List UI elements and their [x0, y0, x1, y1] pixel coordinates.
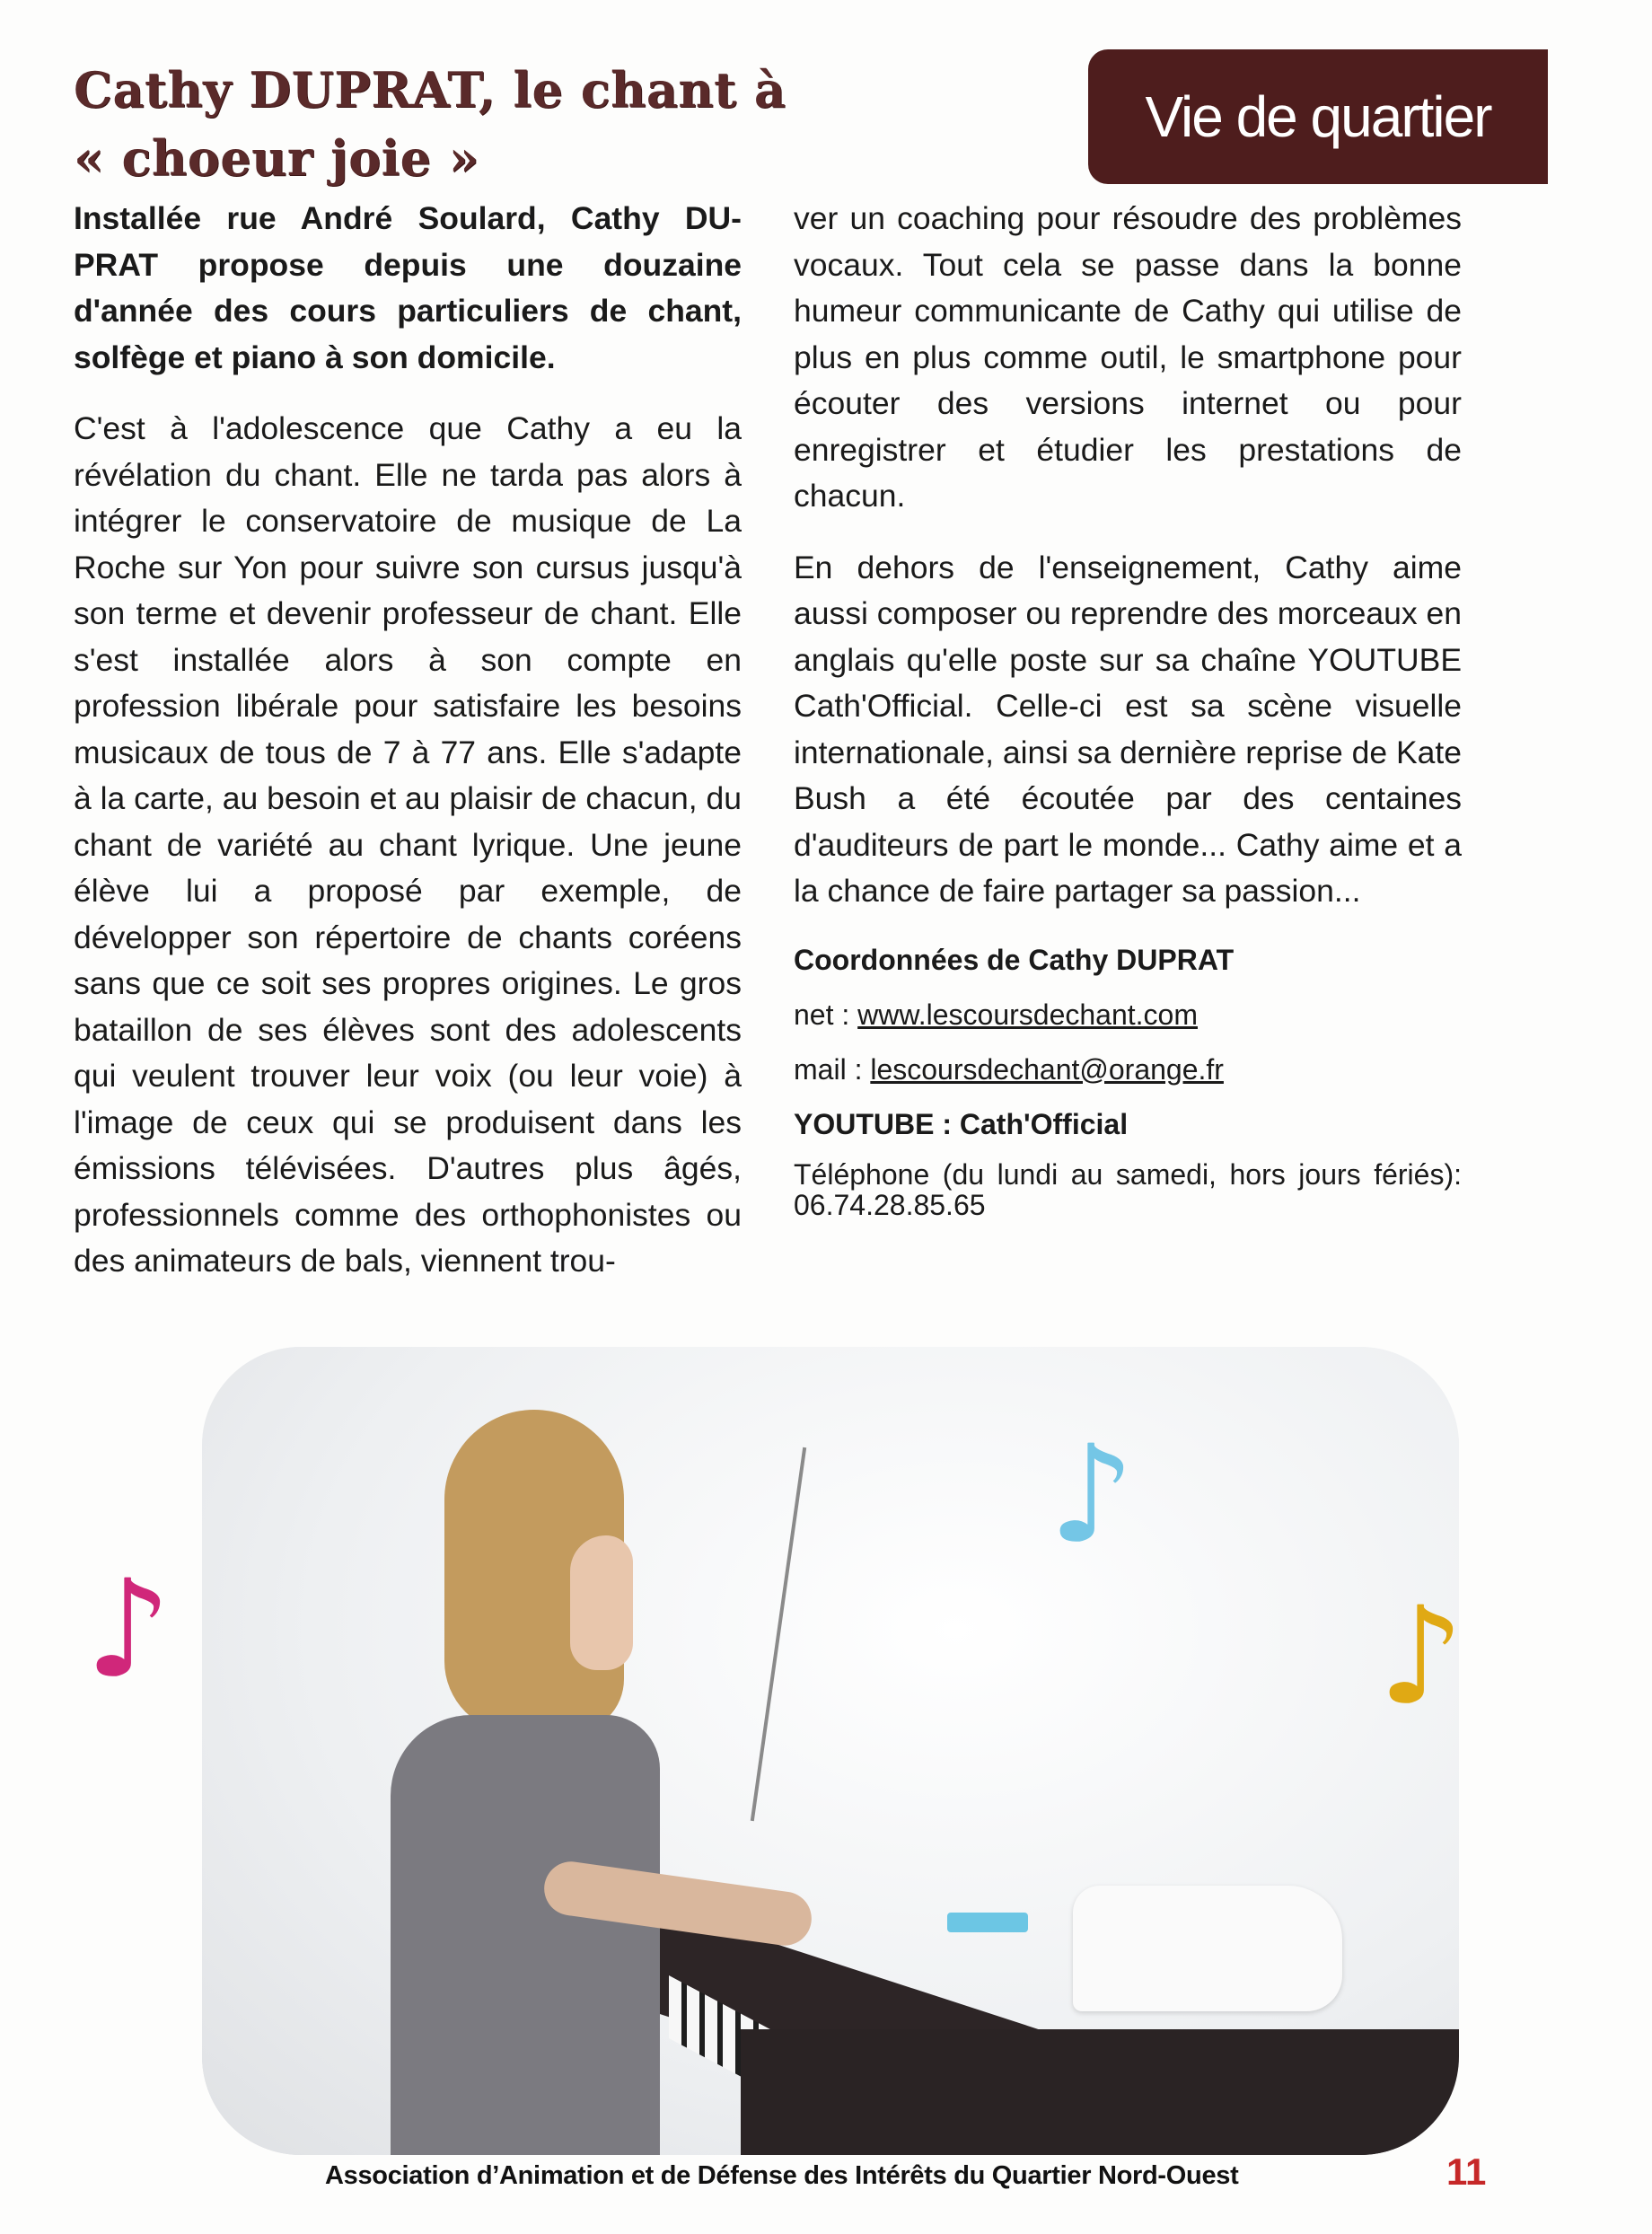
- email-link[interactable]: lescoursdechant@orange.fr: [870, 1052, 1224, 1086]
- article-title-line2: « choeur joie »: [74, 129, 480, 187]
- article-lead: Installée rue André Soulard, Cathy DU-PRAT propose depuis une douzaine d'année des cours particuliers de chant, solfège et piano à son domicile.: [74, 200, 742, 375]
- contact-block: [794, 940, 1462, 1220]
- pianist-torso: [391, 1715, 660, 2155]
- contact-net: [794, 995, 1462, 1034]
- music-note-icon: ♪: [85, 1552, 171, 1708]
- left-column: [74, 196, 742, 1310]
- contact-net-label: net :: [794, 998, 858, 1031]
- pianist-face: [570, 1535, 633, 1670]
- music-note-icon: ♪: [1049, 1417, 1135, 1573]
- contact-youtube: YOUTUBE : Cath'Official: [794, 1107, 1129, 1140]
- website-link[interactable]: www.lescoursdechant.com: [857, 998, 1198, 1031]
- contact-mail: [794, 1050, 1462, 1089]
- page-number: 11: [1446, 2150, 1487, 2193]
- contact-phone: Téléphone (du lundi au samedi, hors jours fériés): 06.74.28.85.65: [794, 1157, 1462, 1221]
- article-paragraph: C'est à l'adolescence que Cathy a eu la révélation du chant. Elle ne tarda pas alors à intégrer le conservatoire de musique de La Roche sur Yon pour suivre son cursus jusqu'à son terme et devenir professeur de chant. Elle s'est installée alors à son compte en profession libérale pour satisfaire les besoins musicaux de tous de 7 à 77 ans. Elle s'adapte à la carte, au besoin et au plaisir de chacun, du chant de variété au chant lyrique. Une jeune élève lui a proposé par exemple, de développer son répertoire de chants coréens sans que ce soit ses propres origines. Le gros bataillon de ses élèves sont des adolescents qui veulent trouver leur voix (ou leur voie) à l'image de ceux qui se produisent dans les émissions télévisées. D'autres plus âgés, professionnels comme des orthophonistes ou des animateurs de bals, viennent trou-: [74, 410, 743, 1279]
- article-title: [74, 56, 1016, 192]
- pianist: [337, 1410, 660, 2155]
- section-badge: [1088, 49, 1548, 184]
- contact-heading: Coordonnées de Cathy DUPRAT: [794, 943, 1235, 976]
- smartphone: [947, 1913, 1028, 1932]
- sheet-paper: [1073, 1886, 1342, 2011]
- section-badge-label: Vie de quartier: [1145, 84, 1491, 149]
- contact-mail-label: mail :: [794, 1052, 871, 1086]
- footer-organization: Association d’Animation et de Défense des Intérêts du Quartier Nord-Ouest: [325, 2161, 1239, 2190]
- piano-body: [741, 2029, 1459, 2155]
- music-note-icon: ♪: [1378, 1579, 1464, 1735]
- article-paragraph: ver un coaching pour résoudre des problèmes vocaux. Tout cela se passe dans la bonne humeur communicante de Cathy qui utilise de plus en plus comme outil, le smartphone pour écouter des versions internet ou pour enregistrer et étudier les prestations de chacun.: [794, 200, 1462, 514]
- article-paragraph: En dehors de l'enseignement, Cathy aime aussi composer ou reprendre des morceaux en anglais qu'elle poste sur sa chaîne YOUTUBE Cath'Official. Celle-ci est sa scène visuelle internationale, ainsi sa dernière reprise de Kate Bush a été écoutée par des centaines d'auditeurs de part le monde... Cathy aime et a la chance de faire partager sa passion...: [794, 549, 1462, 909]
- piano-photo: [202, 1347, 1459, 2155]
- right-column: [794, 196, 1462, 1236]
- article-title-line1: Cathy DUPRAT, le chant à: [74, 61, 786, 119]
